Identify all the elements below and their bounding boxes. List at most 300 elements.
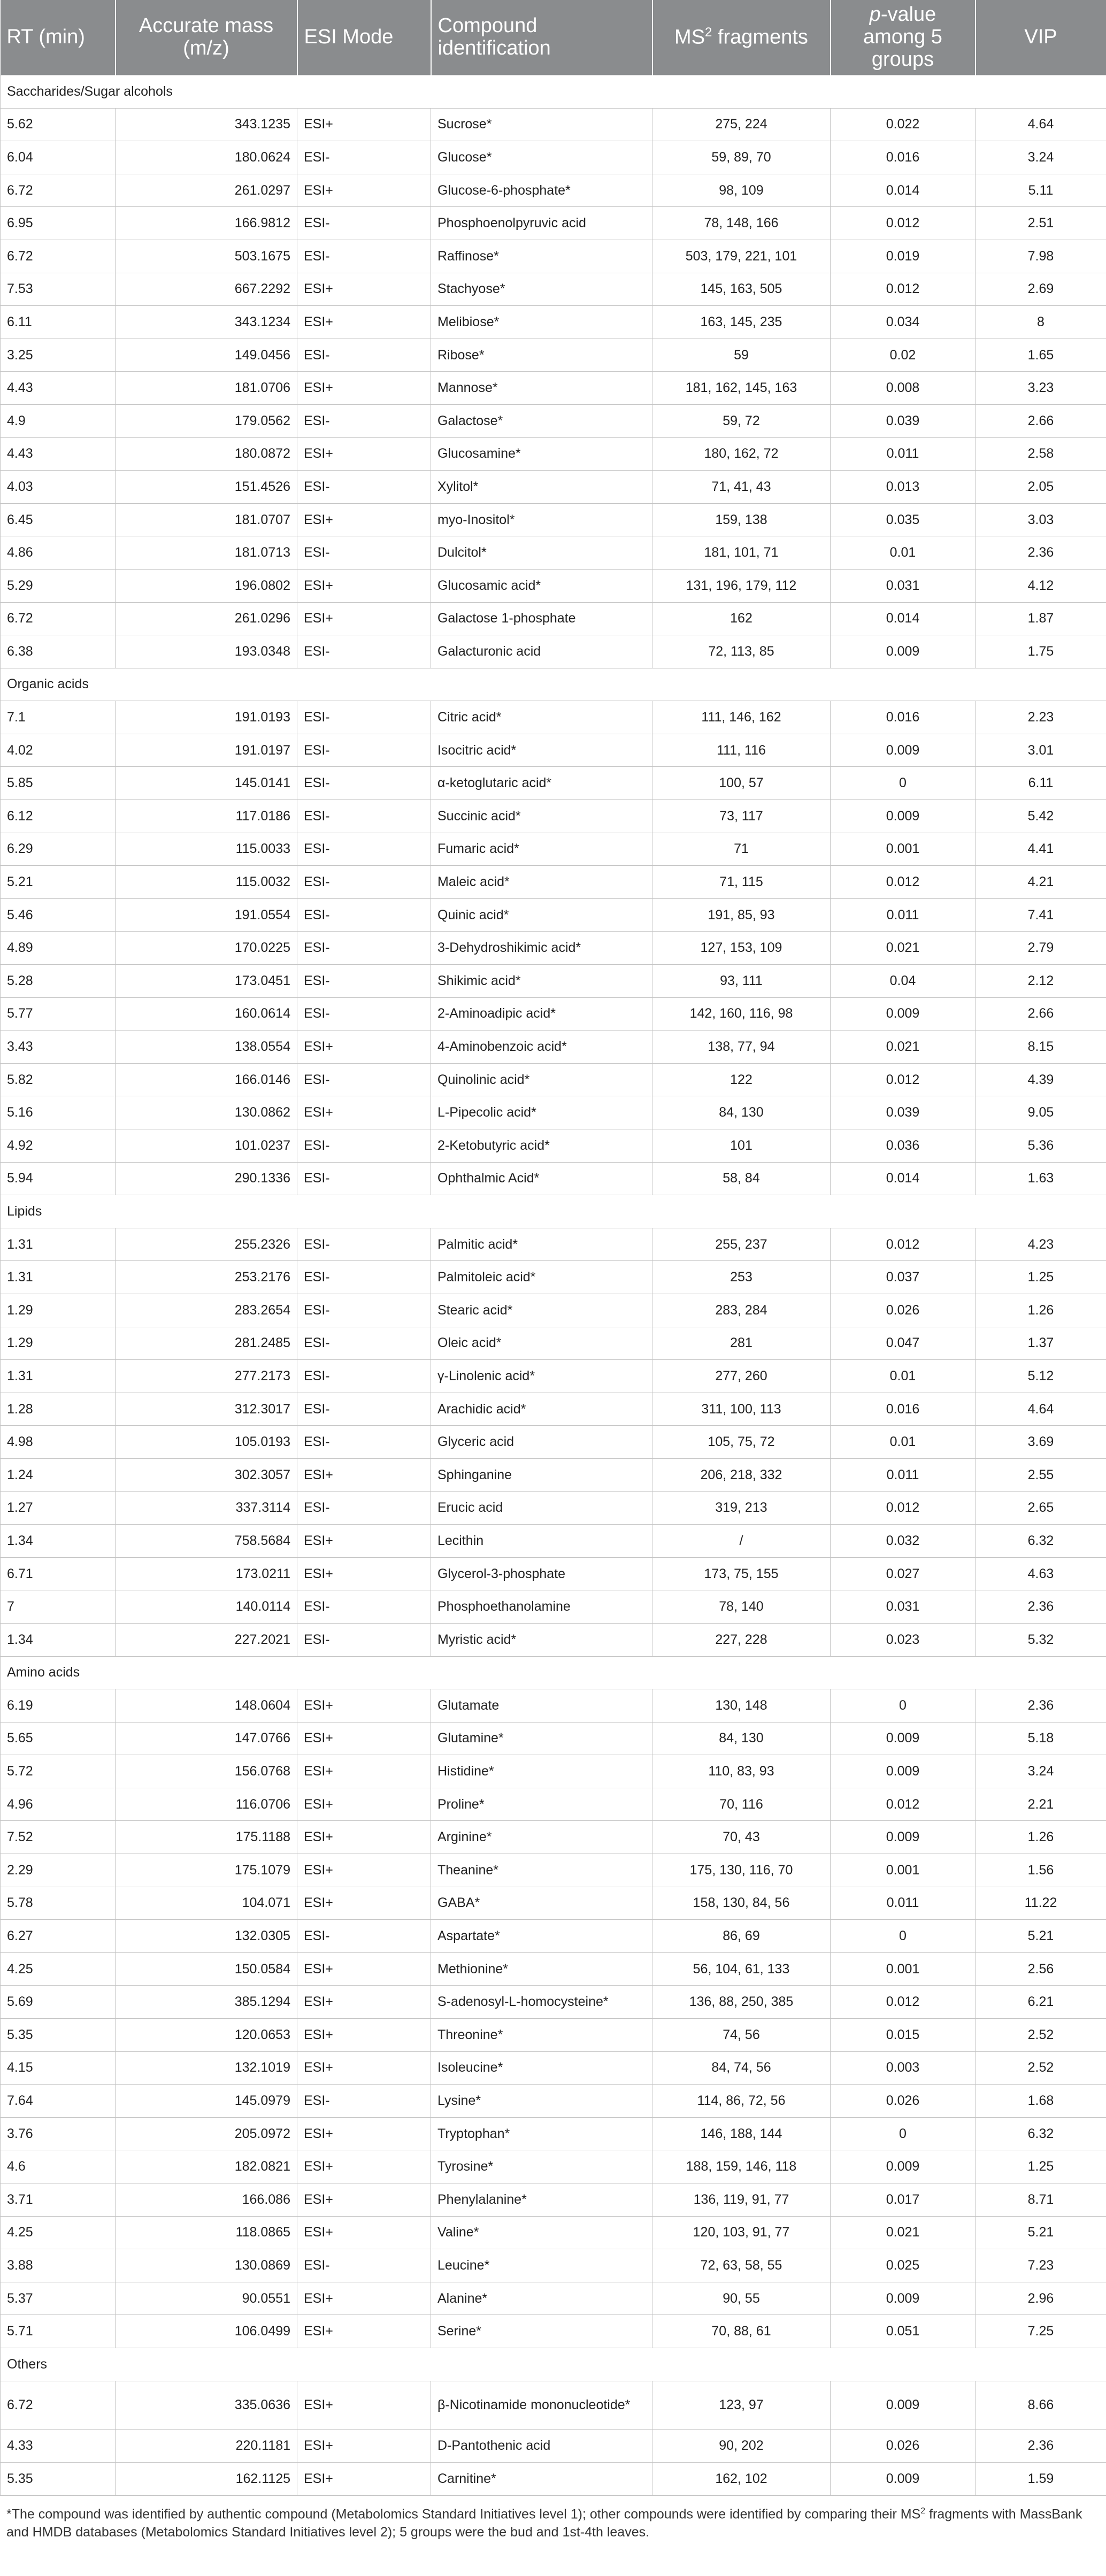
table-row xyxy=(1,1623,1106,1656)
p-value-cell: 0.026 xyxy=(831,2429,976,2463)
mode-cell: ESI- xyxy=(297,339,431,372)
mass-cell: 180.0872 xyxy=(116,437,297,471)
table-row xyxy=(1,1491,1106,1525)
vip-cell: 8.66 xyxy=(976,2381,1106,2429)
mass-cell: 277.2173 xyxy=(116,1360,297,1393)
rt-cell: 4.02 xyxy=(1,734,116,767)
table-row xyxy=(1,2282,1106,2315)
mode-cell: ESI- xyxy=(297,1327,431,1360)
table-row xyxy=(1,1788,1106,1821)
p-value-cell: 0.009 xyxy=(831,2381,976,2429)
p-value-cell: 0.027 xyxy=(831,1557,976,1590)
mode-cell: ESI- xyxy=(297,471,431,504)
table-row xyxy=(1,1327,1106,1360)
vip-cell: 2.36 xyxy=(976,2429,1106,2463)
fragments-cell: 173, 75, 155 xyxy=(652,1557,831,1590)
mass-cell: 166.9812 xyxy=(116,207,297,240)
compound-cell: Myristic acid* xyxy=(431,1623,652,1656)
table-row xyxy=(1,1755,1106,1788)
rt-cell: 4.6 xyxy=(1,2150,116,2183)
vip-cell: 2.52 xyxy=(976,2051,1106,2085)
vip-cell: 8.15 xyxy=(976,1031,1106,1064)
p-value-cell: 0.001 xyxy=(831,1854,976,1887)
compound-cell: Mannose* xyxy=(431,372,652,405)
fragments-cell: 93, 111 xyxy=(652,965,831,998)
fragments-cell: 70, 88, 61 xyxy=(652,2315,831,2348)
mode-cell: ESI- xyxy=(297,1129,431,1163)
compound-cell: Leucine* xyxy=(431,2249,652,2282)
rt-cell: 5.35 xyxy=(1,2019,116,2052)
rt-cell: 3.71 xyxy=(1,2183,116,2217)
mass-cell: 132.0305 xyxy=(116,1920,297,1953)
vip-cell: 4.12 xyxy=(976,569,1106,602)
p-value-cell: 0.009 xyxy=(831,1722,976,1755)
header-esi-mode: ESI Mode xyxy=(297,0,431,75)
compound-cell: Glucosamic acid* xyxy=(431,569,652,602)
table-row xyxy=(1,1063,1106,1096)
p-value-cell: 0.01 xyxy=(831,536,976,570)
p-value-cell: 0.008 xyxy=(831,372,976,405)
vip-cell: 2.65 xyxy=(976,1491,1106,1525)
mass-cell: 283.2654 xyxy=(116,1294,297,1327)
fragments-cell: 59, 89, 70 xyxy=(652,141,831,174)
fragments-cell: 275, 224 xyxy=(652,108,831,141)
rt-cell: 4.86 xyxy=(1,536,116,570)
table-row xyxy=(1,207,1106,240)
vip-cell: 1.68 xyxy=(976,2085,1106,2118)
vip-cell: 1.26 xyxy=(976,1294,1106,1327)
rt-cell: 6.72 xyxy=(1,240,116,273)
mass-cell: 117.0186 xyxy=(116,800,297,833)
mode-cell: ESI- xyxy=(297,1228,431,1261)
p-value-cell: 0.016 xyxy=(831,141,976,174)
fragments-cell: 70, 116 xyxy=(652,1788,831,1821)
compound-cell: Phenylalanine* xyxy=(431,2183,652,2217)
vip-cell: 11.22 xyxy=(976,1887,1106,1920)
mode-cell: ESI+ xyxy=(297,2051,431,2085)
vip-cell: 1.26 xyxy=(976,1821,1106,1854)
mode-cell: ESI- xyxy=(297,1261,431,1294)
rt-cell: 7.1 xyxy=(1,701,116,734)
table-row xyxy=(1,1920,1106,1953)
rt-cell: 1.24 xyxy=(1,1458,116,1491)
mass-cell: 343.1234 xyxy=(116,306,297,339)
fragments-cell: 71 xyxy=(652,833,831,866)
p-value-cell: 0.003 xyxy=(831,2051,976,2085)
fragments-cell: 206, 218, 332 xyxy=(652,1458,831,1491)
mode-cell: ESI- xyxy=(297,1162,431,1195)
vip-cell: 7.98 xyxy=(976,240,1106,273)
vip-cell: 4.64 xyxy=(976,108,1106,141)
vip-cell: 6.21 xyxy=(976,1986,1106,2019)
rt-cell: 6.29 xyxy=(1,833,116,866)
mass-cell: 337.3114 xyxy=(116,1491,297,1525)
p-value-cell: 0.012 xyxy=(831,1063,976,1096)
mass-cell: 90.0551 xyxy=(116,2282,297,2315)
compound-cell: Histidine* xyxy=(431,1755,652,1788)
rt-cell: 1.29 xyxy=(1,1327,116,1360)
mode-cell: ESI- xyxy=(297,2249,431,2282)
mode-cell: ESI+ xyxy=(297,108,431,141)
fragments-cell: 90, 202 xyxy=(652,2429,831,2463)
rt-cell: 7.52 xyxy=(1,1821,116,1854)
p-value-cell: 0.019 xyxy=(831,240,976,273)
compound-cell: Sucrose* xyxy=(431,108,652,141)
mass-cell: 191.0554 xyxy=(116,898,297,932)
vip-cell: 2.23 xyxy=(976,701,1106,734)
mode-cell: ESI+ xyxy=(297,372,431,405)
section-title: Amino acids xyxy=(1,1656,1106,1689)
mode-cell: ESI+ xyxy=(297,2183,431,2217)
fragments-cell: 283, 284 xyxy=(652,1294,831,1327)
header-ms2-fragments: $MS^2$ fragments xyxy=(652,0,831,75)
p-value-cell: 0.026 xyxy=(831,2085,976,2118)
p-value-cell: 0.011 xyxy=(831,1887,976,1920)
fragments-cell: 127, 153, 109 xyxy=(652,932,831,965)
fragments-cell: 59 xyxy=(652,339,831,372)
mode-cell: ESI+ xyxy=(297,1031,431,1064)
fragments-cell: 503, 179, 221, 101 xyxy=(652,240,831,273)
table-row xyxy=(1,536,1106,570)
fragments-cell: 123, 97 xyxy=(652,2381,831,2429)
compound-cell: 3-Dehydroshikimic acid* xyxy=(431,932,652,965)
p-value-cell: 0.012 xyxy=(831,1228,976,1261)
p-value-cell: 0.009 xyxy=(831,800,976,833)
compound-cell: Valine* xyxy=(431,2216,652,2249)
vip-cell: 9.05 xyxy=(976,1096,1106,1129)
mode-cell: ESI- xyxy=(297,1491,431,1525)
table-row xyxy=(1,2019,1106,2052)
p-value-cell: 0.01 xyxy=(831,1360,976,1393)
p-value-cell: 0.023 xyxy=(831,1623,976,1656)
fragments-cell: 110, 83, 93 xyxy=(652,1755,831,1788)
p-value-cell: 0.039 xyxy=(831,1096,976,1129)
vip-cell: 3.03 xyxy=(976,503,1106,536)
compound-cell: Succinic acid* xyxy=(431,800,652,833)
mode-cell: ESI- xyxy=(297,800,431,833)
rt-cell: 3.76 xyxy=(1,2117,116,2150)
p-value-cell: 0.014 xyxy=(831,602,976,635)
compound-cell: Isoleucine* xyxy=(431,2051,652,2085)
fragments-cell: 84, 130 xyxy=(652,1096,831,1129)
vip-cell: 2.56 xyxy=(976,1952,1106,1986)
rt-cell: 6.72 xyxy=(1,602,116,635)
p-value-cell: 0.01 xyxy=(831,1426,976,1459)
rt-cell: 1.27 xyxy=(1,1491,116,1525)
compound-cell: Palmitic acid* xyxy=(431,1228,652,1261)
p-value-cell: 0.001 xyxy=(831,1952,976,1986)
fragments-cell: 59, 72 xyxy=(652,404,831,437)
p-value-cell: 0.022 xyxy=(831,108,976,141)
mass-cell: 156.0768 xyxy=(116,1755,297,1788)
p-value-cell: 0 xyxy=(831,1920,976,1953)
mode-cell: ESI+ xyxy=(297,1722,431,1755)
mode-cell: ESI+ xyxy=(297,2381,431,2429)
mode-cell: ESI- xyxy=(297,734,431,767)
fragments-cell: 90, 55 xyxy=(652,2282,831,2315)
rt-cell: 6.19 xyxy=(1,1689,116,1723)
mode-cell: ESI+ xyxy=(297,1458,431,1491)
table-row xyxy=(1,1360,1106,1393)
mass-cell: 181.0713 xyxy=(116,536,297,570)
fragments-cell: 120, 103, 91, 77 xyxy=(652,2216,831,2249)
compound-cell: Quinic acid* xyxy=(431,898,652,932)
rt-cell: 5.46 xyxy=(1,898,116,932)
mode-cell: ESI- xyxy=(297,404,431,437)
fragments-cell: 181, 162, 145, 163 xyxy=(652,372,831,405)
mass-cell: 147.0766 xyxy=(116,1722,297,1755)
mass-cell: 104.071 xyxy=(116,1887,297,1920)
compound-cell: Isocitric acid* xyxy=(431,734,652,767)
rt-cell: 5.71 xyxy=(1,2315,116,2348)
fragments-cell: 111, 116 xyxy=(652,734,831,767)
mode-cell: ESI+ xyxy=(297,2463,431,2496)
rt-cell: 4.92 xyxy=(1,1129,116,1163)
vip-cell: 6.32 xyxy=(976,1525,1106,1558)
header-compound: Compound identification xyxy=(431,0,652,75)
rt-cell: 4.03 xyxy=(1,471,116,504)
compound-cell: Tyrosine* xyxy=(431,2150,652,2183)
rt-cell: 4.25 xyxy=(1,1952,116,1986)
compound-cell: Arginine* xyxy=(431,1821,652,1854)
table-row xyxy=(1,866,1106,899)
mode-cell: ESI+ xyxy=(297,2019,431,2052)
table-row xyxy=(1,635,1106,668)
table-row xyxy=(1,273,1106,306)
vip-cell: 5.42 xyxy=(976,800,1106,833)
p-value-cell: 0.02 xyxy=(831,339,976,372)
mass-cell: 667.2292 xyxy=(116,273,297,306)
p-value-cell: 0.009 xyxy=(831,997,976,1031)
mass-cell: 227.2021 xyxy=(116,1623,297,1656)
compound-cell: Glucose-6-phosphate* xyxy=(431,174,652,207)
rt-cell: 6.95 xyxy=(1,207,116,240)
mode-cell: ESI- xyxy=(297,767,431,800)
table-row xyxy=(1,174,1106,207)
p-value-cell: 0.04 xyxy=(831,965,976,998)
vip-cell: 2.12 xyxy=(976,965,1106,998)
vip-cell: 3.69 xyxy=(976,1426,1106,1459)
mass-cell: 173.0451 xyxy=(116,965,297,998)
mode-cell: ESI+ xyxy=(297,1557,431,1590)
table-row xyxy=(1,701,1106,734)
compound-cell: 2-Ketobutyric acid* xyxy=(431,1129,652,1163)
p-value-cell: 0.013 xyxy=(831,471,976,504)
p-value-cell: 0.001 xyxy=(831,833,976,866)
mode-cell: ESI- xyxy=(297,1426,431,1459)
table-row xyxy=(1,1854,1106,1887)
vip-cell: 6.32 xyxy=(976,2117,1106,2150)
fragments-cell: 311, 100, 113 xyxy=(652,1393,831,1426)
table-row xyxy=(1,1887,1106,1920)
vip-cell: 7.23 xyxy=(976,2249,1106,2282)
rt-cell: 6.45 xyxy=(1,503,116,536)
table-row xyxy=(1,1986,1106,2019)
mass-cell: 140.0114 xyxy=(116,1590,297,1624)
vip-cell: 2.58 xyxy=(976,437,1106,471)
table-row xyxy=(1,1458,1106,1491)
compound-cell: Tryptophan* xyxy=(431,2117,652,2150)
section-header-row xyxy=(1,1195,1106,1228)
vip-cell: 1.65 xyxy=(976,339,1106,372)
table-row xyxy=(1,1261,1106,1294)
table-row xyxy=(1,2315,1106,2348)
section-title: Others xyxy=(1,2348,1106,2381)
vip-cell: 4.63 xyxy=(976,1557,1106,1590)
rt-cell: 6.12 xyxy=(1,800,116,833)
vip-cell: 2.69 xyxy=(976,273,1106,306)
p-value-cell: 0.031 xyxy=(831,1590,976,1624)
mass-cell: 261.0296 xyxy=(116,602,297,635)
vip-cell: 2.36 xyxy=(976,1590,1106,1624)
fragments-cell: 180, 162, 72 xyxy=(652,437,831,471)
fragments-cell: 78, 140 xyxy=(652,1590,831,1624)
fragments-cell: 181, 101, 71 xyxy=(652,536,831,570)
mass-cell: 175.1079 xyxy=(116,1854,297,1887)
compound-cell: Erucic acid xyxy=(431,1491,652,1525)
compound-cell: 2-Aminoadipic acid* xyxy=(431,997,652,1031)
compound-cell: Phosphoenolpyruvic acid xyxy=(431,207,652,240)
mode-cell: ESI+ xyxy=(297,1821,431,1854)
vip-cell: 4.41 xyxy=(976,833,1106,866)
rt-cell: 1.28 xyxy=(1,1393,116,1426)
mass-cell: 150.0584 xyxy=(116,1952,297,1986)
rt-cell: 5.65 xyxy=(1,1722,116,1755)
fragments-cell: 319, 213 xyxy=(652,1491,831,1525)
p-value-cell: 0.009 xyxy=(831,1755,976,1788)
fragments-cell: 100, 57 xyxy=(652,767,831,800)
fragments-cell: 111, 146, 162 xyxy=(652,701,831,734)
vip-cell: 2.21 xyxy=(976,1788,1106,1821)
p-value-cell: 0.031 xyxy=(831,569,976,602)
p-value-cell: 0.009 xyxy=(831,734,976,767)
rt-cell: 5.28 xyxy=(1,965,116,998)
compound-cell: GABA* xyxy=(431,1887,652,1920)
mass-cell: 758.5684 xyxy=(116,1525,297,1558)
p-value-cell: 0.016 xyxy=(831,1393,976,1426)
rt-cell: 5.78 xyxy=(1,1887,116,1920)
table-row xyxy=(1,141,1106,174)
mode-cell: ESI+ xyxy=(297,306,431,339)
fragments-cell: 145, 163, 505 xyxy=(652,273,831,306)
p-value-cell: 0.012 xyxy=(831,1491,976,1525)
mode-cell: ESI+ xyxy=(297,2150,431,2183)
fragments-cell: 146, 188, 144 xyxy=(652,2117,831,2150)
fragments-cell: 70, 43 xyxy=(652,1821,831,1854)
fragments-cell: 105, 75, 72 xyxy=(652,1426,831,1459)
mode-cell: ESI- xyxy=(297,1393,431,1426)
mass-cell: 173.0211 xyxy=(116,1557,297,1590)
fragments-cell: 72, 113, 85 xyxy=(652,635,831,668)
mode-cell: ESI- xyxy=(297,997,431,1031)
rt-cell: 6.72 xyxy=(1,2381,116,2429)
vip-cell: 3.24 xyxy=(976,1755,1106,1788)
fragments-cell: 101 xyxy=(652,1129,831,1163)
table-row xyxy=(1,2183,1106,2217)
fragments-cell: 142, 160, 116, 98 xyxy=(652,997,831,1031)
fragments-cell: 72, 63, 58, 55 xyxy=(652,2249,831,2282)
section-header-row xyxy=(1,668,1106,701)
mass-cell: 191.0197 xyxy=(116,734,297,767)
table-row xyxy=(1,1162,1106,1195)
compound-cell: α-ketoglutaric acid* xyxy=(431,767,652,800)
table-row xyxy=(1,1426,1106,1459)
table-row xyxy=(1,569,1106,602)
compound-cell: Sphinganine xyxy=(431,1458,652,1491)
rt-cell: 3.88 xyxy=(1,2249,116,2282)
compound-cell: Glutamate xyxy=(431,1689,652,1723)
mode-cell: ESI+ xyxy=(297,2429,431,2463)
mass-cell: 115.0033 xyxy=(116,833,297,866)
p-value-cell: 0.009 xyxy=(831,2150,976,2183)
rt-cell: 5.16 xyxy=(1,1096,116,1129)
table-row xyxy=(1,1228,1106,1261)
mode-cell: ESI+ xyxy=(297,1952,431,1986)
compound-cell: Quinolinic acid* xyxy=(431,1063,652,1096)
fragments-cell: 175, 130, 116, 70 xyxy=(652,1854,831,1887)
vip-cell: 5.36 xyxy=(976,1129,1106,1163)
section-title: Saccharides/Sugar alcohols xyxy=(1,75,1106,109)
mass-cell: 343.1235 xyxy=(116,108,297,141)
compound-cell: Glucose* xyxy=(431,141,652,174)
table-row xyxy=(1,2429,1106,2463)
vip-cell: 4.64 xyxy=(976,1393,1106,1426)
fragments-cell: 162 xyxy=(652,602,831,635)
compound-cell: Phosphoethanolamine xyxy=(431,1590,652,1624)
fragments-cell: 253 xyxy=(652,1261,831,1294)
p-value-cell: 0.009 xyxy=(831,2463,976,2496)
compound-cell: D-Pantothenic acid xyxy=(431,2429,652,2463)
compound-cell: Glutamine* xyxy=(431,1722,652,1755)
p-value-cell: 0.012 xyxy=(831,207,976,240)
mass-cell: 182.0821 xyxy=(116,2150,297,2183)
compound-cell: Threonine* xyxy=(431,2019,652,2052)
p-value-cell: 0.012 xyxy=(831,273,976,306)
mode-cell: ESI+ xyxy=(297,174,431,207)
mass-cell: 116.0706 xyxy=(116,1788,297,1821)
vip-cell: 2.96 xyxy=(976,2282,1106,2315)
vip-cell: 5.21 xyxy=(976,1920,1106,1953)
vip-cell: 3.24 xyxy=(976,141,1106,174)
compound-cell: Palmitoleic acid* xyxy=(431,1261,652,1294)
mass-cell: 138.0554 xyxy=(116,1031,297,1064)
mass-cell: 179.0562 xyxy=(116,404,297,437)
rt-cell: 7 xyxy=(1,1590,116,1624)
compound-cell: β-Nicotinamide mononucleotide* xyxy=(431,2381,652,2429)
table-row xyxy=(1,1722,1106,1755)
rt-cell: 4.96 xyxy=(1,1788,116,1821)
compound-cell: Stearic acid* xyxy=(431,1294,652,1327)
mode-cell: ESI- xyxy=(297,932,431,965)
p-value-cell: 0.015 xyxy=(831,2019,976,2052)
compound-cell: Dulcitol* xyxy=(431,536,652,570)
mode-cell: ESI- xyxy=(297,965,431,998)
compound-cell: Galacturonic acid xyxy=(431,635,652,668)
fragments-cell: 136, 88, 250, 385 xyxy=(652,1986,831,2019)
mass-cell: 105.0193 xyxy=(116,1426,297,1459)
mode-cell: ESI- xyxy=(297,701,431,734)
mass-cell: 115.0032 xyxy=(116,866,297,899)
mode-cell: ESI+ xyxy=(297,1755,431,1788)
vip-cell: 7.25 xyxy=(976,2315,1106,2348)
table-row xyxy=(1,1689,1106,1723)
mass-cell: 181.0707 xyxy=(116,503,297,536)
rt-cell: 1.34 xyxy=(1,1623,116,1656)
p-value-cell: 0.009 xyxy=(831,635,976,668)
mass-cell: 385.1294 xyxy=(116,1986,297,2019)
table-row xyxy=(1,306,1106,339)
p-value-cell: 0.032 xyxy=(831,1525,976,1558)
